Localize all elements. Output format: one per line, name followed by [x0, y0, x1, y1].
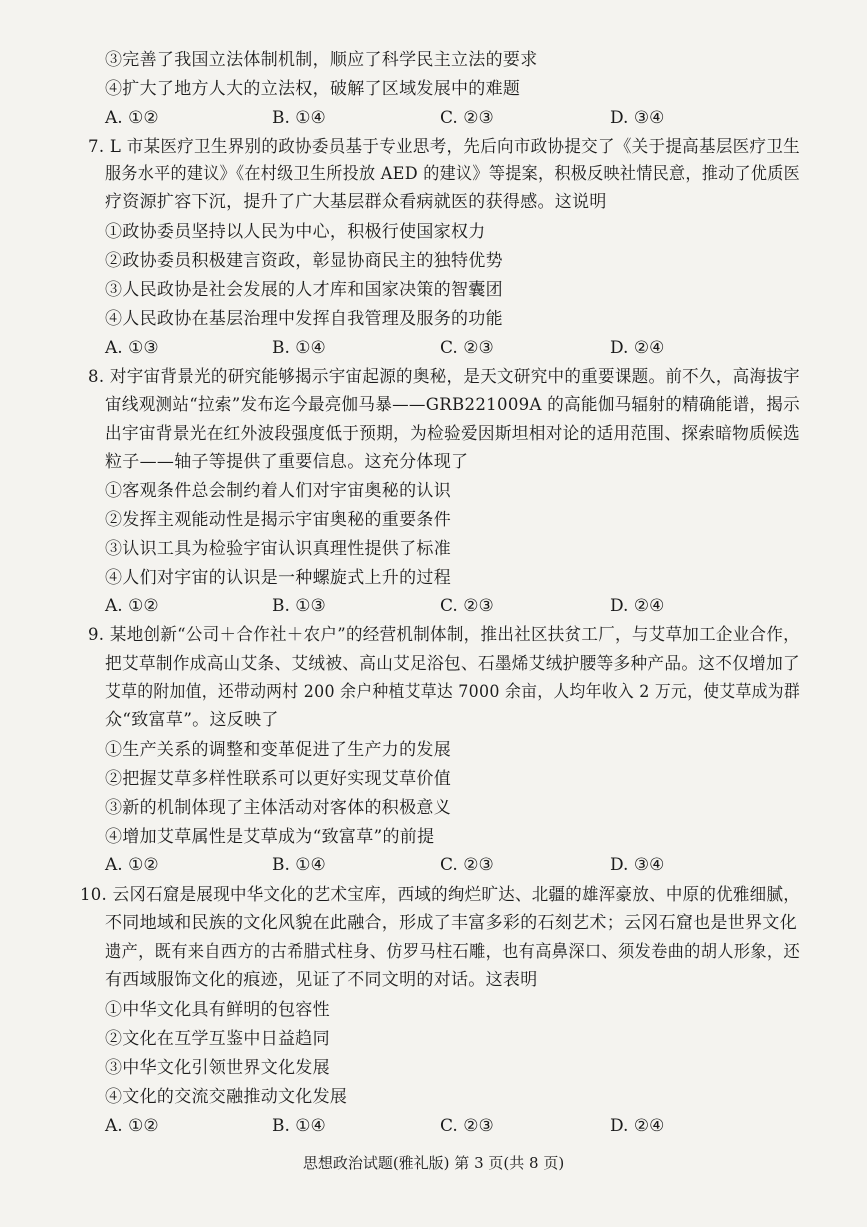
- q8-stem-line-3: 出宇宙背景光在红外波段强度低于预期，为检验爱因斯坦相对论的适用范围、探索暗物质候选: [105, 424, 800, 444]
- q8-stem-line-4: 粒子——轴子等提供了重要信息。这充分体现了: [105, 452, 469, 472]
- q6-option-c: C. ②③: [440, 108, 494, 128]
- q7-item-2: ②政协委员积极建言资政，彰显协商民主的独特优势: [105, 251, 503, 271]
- q9-stem-line-3: 艾草的附加值，还带动两村 200 余户种植艾草达 7000 余亩，人均年收入 2 万元，使艾草成为群: [105, 682, 801, 702]
- q8-option-c: C. ②③: [440, 596, 494, 616]
- q7-item-4: ④人民政协在基层治理中发挥自我管理及服务的功能: [105, 309, 503, 329]
- q8-item-4: ④人们对宇宙的认识是一种螺旋式上升的过程: [105, 568, 451, 588]
- q10-option-c: C. ②③: [440, 1116, 494, 1136]
- q8-stem-line-1: 8. 对宇宙背景光的研究能够揭示宇宙起源的奥秘，是天文研究中的重要课题。前不久，高海拔宇: [88, 367, 800, 387]
- q8-option-a: A. ①②: [105, 596, 159, 616]
- q10-item-1: ①中华文化具有鲜明的包容性: [105, 1000, 330, 1020]
- q7-option-d: D. ②④: [610, 338, 665, 358]
- page-footer: 思想政治试题(雅礼版) 第 3 页(共 8 页): [302, 1154, 565, 1172]
- q8-option-b: B. ①③: [272, 596, 326, 616]
- q8-item-3: ③认识工具为检验宇宙认识真理性提供了标准: [105, 539, 451, 559]
- q10-stem-line-1: 10. 云冈石窟是展现中华文化的艺术宝库，西域的绚烂旷达、北疆的雄浑豪放、中原的优雅细腻，: [80, 885, 800, 905]
- q7-item-1: ①政协委员坚持以人民为中心，积极行使国家权力: [105, 222, 486, 242]
- q7-option-c: C. ②③: [440, 338, 494, 358]
- q6-item-3: ③完善了我国立法体制机制，顺应了科学民主立法的要求: [105, 50, 538, 70]
- q10-item-4: ④文化的交流交融推动文化发展: [105, 1087, 348, 1107]
- q9-stem-line-2: 把艾草制作成高山艾条、艾绒被、高山艾足浴包、石墨烯艾绒护腰等多种产品。这不仅增加了: [105, 654, 800, 674]
- q9-stem-line-1: 9. 某地创新“公司＋合作社＋农户”的经营机制体制，推出社区扶贫工厂，与艾草加工企业合作，: [88, 625, 801, 645]
- q7-option-b: B. ①④: [272, 338, 326, 358]
- q10-option-b: B. ①④: [272, 1116, 326, 1136]
- q10-item-3: ③中华文化引领世界文化发展: [105, 1058, 330, 1078]
- q6-option-b: B. ①④: [272, 108, 326, 128]
- q9-option-a: A. ①②: [105, 855, 159, 875]
- q8-option-d: D. ②④: [610, 596, 665, 616]
- q9-item-4: ④增加艾草属性是艾草成为“致富草”的前提: [105, 827, 435, 847]
- q7-item-3: ③人民政协是社会发展的人才库和国家决策的智囊团: [105, 280, 503, 300]
- q10-stem-line-4: 有西域服饰文化的痕迹，见证了不同文明的对话。这表明: [105, 970, 538, 990]
- q8-item-2: ②发挥主观能动性是揭示宇宙奥秘的重要条件: [105, 510, 451, 530]
- q10-stem-line-2: 不同地域和民族的文化风貌在此融合，形成了丰富多彩的石刻艺术；云冈石窟也是世界文化: [105, 913, 797, 933]
- q9-option-b: B. ①④: [272, 855, 326, 875]
- q7-stem-line-1: 7. L 市某医疗卫生界别的政协委员基于专业思考，先后向市政协提交了《关于提高基层医疗卫生: [88, 137, 800, 157]
- q10-item-2: ②文化在互学互鉴中日益趋同: [105, 1029, 330, 1049]
- q6-option-a: A. ①②: [105, 108, 159, 128]
- q8-stem-line-2: 宙线观测站“拉索”发布迄今最亮伽马暴——GRB221009A 的高能伽马辐射的精确能谱，揭示: [105, 395, 801, 415]
- q7-stem-line-3: 疗资源扩容下沉，提升了广大基层群众看病就医的获得感。这说明: [105, 192, 607, 212]
- q9-option-d: D. ③④: [610, 855, 665, 875]
- q10-option-d: D. ②④: [610, 1116, 665, 1136]
- q9-item-2: ②把握艾草多样性联系可以更好实现艾草价值: [105, 769, 451, 789]
- q6-option-d: D. ③④: [610, 108, 665, 128]
- q8-item-1: ①客观条件总会制约着人们对宇宙奥秘的认识: [105, 481, 451, 501]
- q9-option-c: C. ②③: [440, 855, 494, 875]
- q9-item-3: ③新的机制体现了主体活动对客体的积极意义: [105, 798, 451, 818]
- q7-stem-line-2: 服务水平的建议》《在村级卫生所投放 AED 的建议》等提案，积极反映社情民意，推动了优质医: [105, 164, 800, 184]
- q7-option-a: A. ①③: [105, 338, 159, 358]
- q9-item-1: ①生产关系的调整和变革促进了生产力的发展: [105, 740, 451, 760]
- q10-stem-line-3: 遗产，既有来自西方的古希腊式柱身、仿罗马柱石雕，也有高鼻深口、须发卷曲的胡人形象，还: [105, 942, 801, 962]
- q10-option-a: A. ①②: [105, 1116, 159, 1136]
- q6-item-4: ④扩大了地方人大的立法权，破解了区域发展中的难题: [105, 79, 521, 99]
- q9-stem-line-4: 众“致富草”。这反映了: [105, 710, 279, 730]
